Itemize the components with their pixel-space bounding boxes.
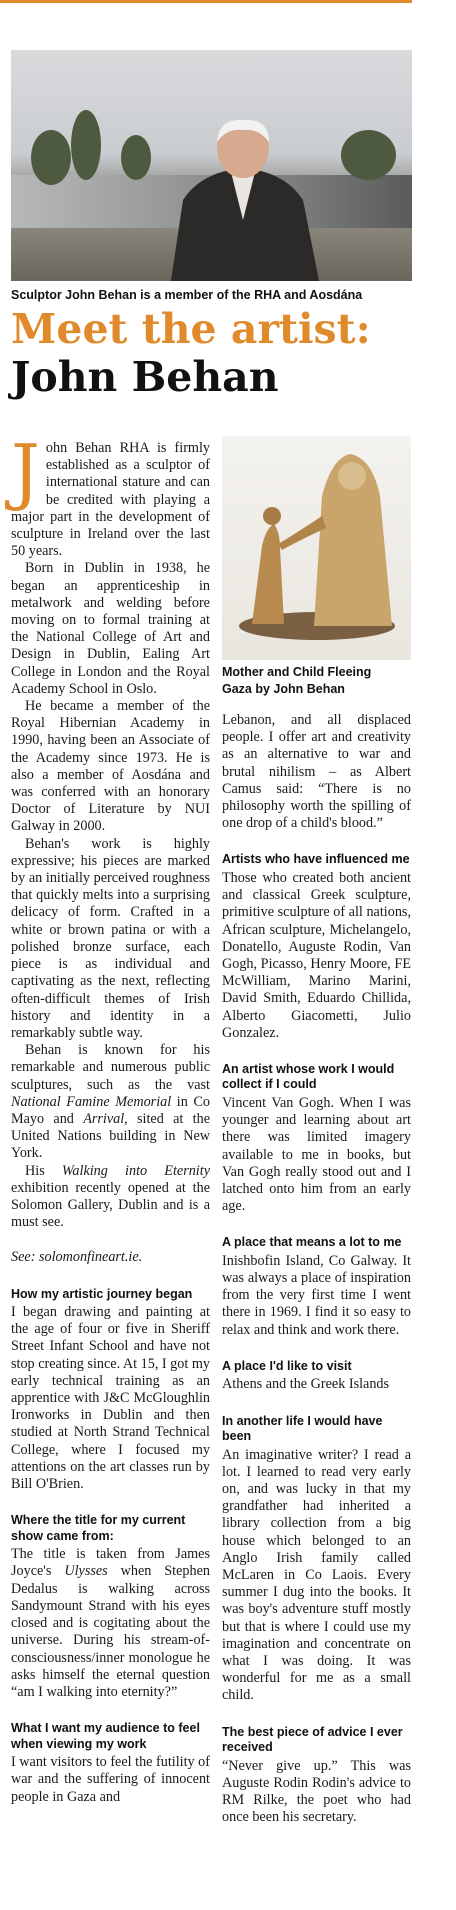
heading-life: In another life I would have been bbox=[222, 1413, 383, 1444]
sculpture-caption-line2: Gaza by John Behan bbox=[222, 682, 345, 696]
visit-text: Athens and the Greek Islands bbox=[222, 1376, 390, 1393]
tree-shape bbox=[341, 130, 396, 180]
audience-text: I want visitors to feel the futility of war and the suffering of innocent people in Gaza and bbox=[11, 1754, 210, 1805]
arrival-title: Arrival bbox=[83, 1110, 125, 1127]
heading-influences: Artists who have influenced me bbox=[222, 852, 410, 867]
advice-text: “Never give up.” This was Auguste Rodin Rodin's advice to RM Rilke, the poet who had once been his secretary. bbox=[222, 1757, 411, 1826]
heading-collect: An artist whose work I would collect if I could bbox=[222, 1061, 395, 1092]
sculpture-drawing bbox=[222, 436, 411, 660]
title-text-c: when Stephen Dedalus is walking across Sandymount Strand with his eyes closed and is cogitating about the universe. During his stream-of-consciousness/inner monologue he asks himself the eternal question “am I walking into eternity?” bbox=[11, 1563, 210, 1700]
title-text bbox=[11, 1546, 210, 1701]
journey-text: I began drawing and painting at the age of four or five in Sheriff Street Infant School and have not stop creating since. At 15, I got my early technical training as an apprentice with J&C McGloughlin Ironworks in Dublin and then studied at North Strand Technical College, where I focused my attentions on the art classes run by Bill O'Brien. bbox=[11, 1304, 210, 1493]
life-text: An imaginative writer? I read a lot. I learned to read very early on, and was lucky in that my grandfather had inherited a library collection from a big house which belonged to an Anglo Irish family called McLaren in Co Laois. Every summer I dug into the books. It was boy's adventure stuff mostly but that is where I could use my imagination and concentrate on what I was doing. It was wonderful for me as a small child. bbox=[222, 1446, 411, 1704]
right-column bbox=[222, 712, 411, 1826]
drop-cap: J bbox=[11, 429, 40, 513]
influences-text: Those who created both ancient and classical Greek sculpture, primitive sculpture of all nations, African sculpture, Michelangelo, Donatello, Auguste Rodin, Van Gogh, Picasso, Henry Moore, FE McWilliam, Marino Marini, David Smith, Eduardo Chillida, Alberto Giacometti, Julio Gonzalez. bbox=[222, 869, 411, 1041]
see-link[interactable]: See: solomonfineart.ie. bbox=[11, 1249, 143, 1266]
intro-paragraph-6 bbox=[11, 1163, 210, 1232]
p5-text-e: , sited at the United Nations building in New York. bbox=[11, 1110, 210, 1162]
p5-text-a: Behan is known for his remarkable and numerous public sculptures, such as the vast bbox=[11, 1042, 210, 1093]
exhibition-title: Walking into Eternity bbox=[61, 1162, 210, 1179]
ulysses-title: Ulysses bbox=[64, 1563, 108, 1580]
heading-journey: How my artistic journey began bbox=[11, 1286, 193, 1301]
intro-paragraph-1 bbox=[11, 429, 210, 560]
heading-place: A place that means a lot to me bbox=[222, 1235, 402, 1250]
heading-title: Where the title for my current show came from: bbox=[11, 1513, 186, 1543]
photo-caption: Sculptor John Behan is a member of the RHA and Aosdána bbox=[11, 288, 363, 302]
intro-paragraph-3: He became a member of the Royal Hibernian Academy in 1990, having been an Associate of the Academy since 1973. He is also a member of Aosdána and was conferred with an honorary Doctor of Literature by NUI Galway in 2000. bbox=[11, 698, 210, 835]
sculpture-caption-line1: Mother and Child Fleeing bbox=[222, 665, 372, 679]
heading-advice: The best piece of advice I ever received bbox=[222, 1724, 403, 1755]
p5-text-c: in Co Mayo and bbox=[11, 1093, 210, 1127]
heading-audience: What I want my audience to feel when viewing my work bbox=[11, 1721, 200, 1751]
left-column bbox=[11, 429, 210, 1806]
intro-paragraph-2: Born in Dublin in 1938, he began an apprenticeship in metalwork and welding before moving on to formal training at the National College of Art and Design in Dublin, Ealing Art College in London and the Royal Academy School in Oslo. bbox=[11, 560, 210, 697]
intro-paragraph-5 bbox=[11, 1042, 210, 1162]
audience-text-continued: Lebanon, and all displaced people. I offer art and creativity as an alternative to war and brutal nihilism – as Albert Camus said: “There is no philosophy worth the spilling of one drop of a child's blood.” bbox=[222, 712, 411, 832]
sculpture-caption bbox=[222, 664, 422, 698]
artist-figure bbox=[161, 120, 326, 281]
p6-text-c: exhibition recently opened at the Solomon Gallery, Dublin and is a must see. bbox=[11, 1179, 210, 1231]
heading-visit: A place I'd like to visit bbox=[222, 1358, 352, 1373]
collect-text: Vincent Van Gogh. When I was younger and learning about art there was limited imagery available to me in books, but Van Gogh really stood out and I latched onto him from an early age. bbox=[222, 1094, 411, 1215]
headline-line1: Meet the artist: bbox=[11, 305, 371, 353]
intro-text-1: ohn Behan RHA is firmly established as a sculptor of international stature and can be credited with playing a major part in the development of sculpture in Ireland over the last 50 years. bbox=[11, 440, 210, 560]
p6-text-a: His bbox=[25, 1162, 62, 1179]
tree-shape bbox=[121, 135, 151, 180]
title-text-a: The title is taken from James Joyce's bbox=[11, 1546, 210, 1580]
sculpture-photo bbox=[222, 436, 411, 660]
artist-photo bbox=[11, 50, 412, 281]
place-text: Inishbofin Island, Co Galway. It was always a place of inspiration from the very first time I went there in 1969. I find it so easy to relax and think and work there. bbox=[222, 1252, 411, 1338]
intro-paragraph-4: Behan's work is highly expressive; his pieces are marked by an initially perceived roughness that quickly melts into a surprising delicacy of form. Crafted in a white or brown patina or with a polished bronze surface, each piece is as individual and captivating as the next, reflecting often-difficult themes of Irish history and identity in a remarkably subtle way. bbox=[11, 835, 210, 1041]
headline-line2: John Behan bbox=[11, 353, 279, 401]
famine-memorial-title: National Famine Memorial bbox=[11, 1093, 172, 1110]
tree-shape bbox=[71, 110, 101, 180]
top-rule bbox=[0, 0, 412, 3]
tree-shape bbox=[31, 130, 71, 185]
